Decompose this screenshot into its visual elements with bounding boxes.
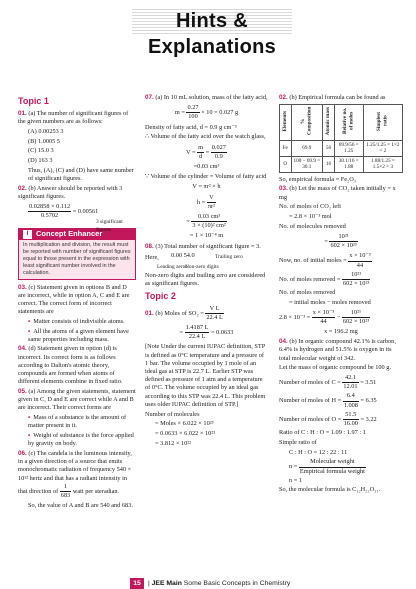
fraction bbox=[191, 213, 226, 230]
numerator: 10²¹ bbox=[342, 309, 370, 318]
calc-line: No. of moles of CO₂ left bbox=[279, 203, 342, 211]
q-text: (b) Empirical formula can be found as bbox=[289, 94, 386, 101]
q5 bbox=[18, 388, 136, 413]
bullet-item: ▪ Weight of substance is the force applied by gravity on body. bbox=[18, 432, 136, 448]
table-header bbox=[280, 105, 292, 141]
equation bbox=[279, 411, 403, 428]
eq-part: × 10 = 0.027 g bbox=[201, 109, 239, 117]
numerator: 10²¹ bbox=[342, 271, 370, 280]
bullet-item: ▪ All the atoms of a given element have same properties including mass. bbox=[18, 328, 136, 344]
table-cell: 100 − 69.9 = 30.1 bbox=[291, 156, 323, 172]
page-footer bbox=[0, 578, 416, 589]
page-title: Hints & Explanations bbox=[147, 10, 277, 58]
eq-part: Number of moles of C = bbox=[279, 379, 341, 387]
denominator: 602 × 10²³ bbox=[343, 279, 370, 287]
nonzero-label: Non-zero digits bbox=[185, 264, 219, 271]
equation bbox=[279, 374, 403, 391]
info-icon: i bbox=[23, 230, 32, 239]
denominator: 602 × 10²³ bbox=[342, 317, 370, 325]
header-text: Atomic mass bbox=[325, 107, 332, 136]
column-2 bbox=[145, 94, 268, 449]
q-number: 03. bbox=[279, 185, 288, 193]
q-number: 01. bbox=[145, 309, 154, 317]
q1-conclusion: Thus, (A), (C) and (D) have same number of significant figures. bbox=[28, 166, 134, 182]
fraction bbox=[329, 233, 357, 250]
fraction bbox=[197, 144, 204, 161]
numerator: x × 10⁻³ bbox=[312, 309, 335, 318]
empirical-table bbox=[279, 104, 403, 173]
denominator: 12.01 bbox=[343, 383, 358, 391]
q6 bbox=[18, 450, 136, 500]
eq-part: = 0.0633 bbox=[211, 329, 234, 337]
eq-part: Now, no. of initial moles = bbox=[279, 257, 347, 265]
numerator: x × 10⁻³ bbox=[348, 252, 371, 261]
ratio-line: C : H : O = 12 : 22 : 11 bbox=[289, 448, 348, 456]
eq-part: h = bbox=[196, 198, 206, 206]
q8 bbox=[145, 243, 268, 251]
numerator: 0.027 bbox=[211, 144, 227, 153]
density-line: Density of fatty acid, d = 0.9 g cm⁻³ bbox=[145, 123, 237, 131]
eq-part: m = bbox=[174, 109, 185, 117]
calc-line: = 0.0633 × 6.022 × 10²³ bbox=[155, 430, 216, 437]
result: = 0.00561 bbox=[72, 207, 99, 215]
q-number: 07. bbox=[145, 94, 154, 101]
fraction bbox=[299, 458, 366, 475]
numerator: V bbox=[207, 194, 216, 203]
trailing-label: Trailing zero bbox=[215, 254, 243, 261]
equation-result: x = 196.2 mg bbox=[324, 327, 358, 335]
topic-heading: Topic 1 bbox=[18, 96, 49, 106]
q-number: 08. bbox=[145, 242, 154, 250]
fraction bbox=[343, 392, 359, 409]
denominator: 683 bbox=[60, 491, 71, 499]
fraction bbox=[343, 411, 359, 428]
denominator: 602 × 10²³ bbox=[330, 242, 357, 250]
equation-result: = 1 × 10⁻⁴ m bbox=[189, 232, 224, 240]
calc-line: No. of molecules removed bbox=[279, 222, 346, 230]
q1-row: (A) 0.00253 3 bbox=[28, 127, 64, 135]
equation: V = πr² × h bbox=[192, 183, 221, 191]
table-header bbox=[334, 105, 363, 141]
cylinder-text: ∵ Volume of the cylinder = Volume of fatty acid bbox=[145, 173, 267, 181]
q7 bbox=[145, 94, 268, 102]
empirical-result: So, empirical formula = Fe₂O₃ bbox=[279, 175, 357, 183]
denominator: 1.008 bbox=[343, 401, 358, 409]
q2 bbox=[18, 185, 136, 201]
eq-part: V = bbox=[186, 148, 196, 156]
fraction bbox=[185, 324, 210, 341]
calc-line: = 2.8 × 10⁻³ mol bbox=[289, 213, 332, 221]
eq-part: = bbox=[186, 218, 190, 226]
table-header bbox=[291, 105, 323, 141]
equation: V = $\frac{m}{d}$ = $\frac{0.027}{0.9}$ bbox=[186, 143, 226, 160]
eq-part: n = bbox=[289, 463, 298, 471]
equation bbox=[289, 458, 403, 475]
q-text: (c) The candela is the luminous intensity, in a given direction of a source that emits monochromatic radiation of frequency 540 × 10¹² hertz and that has a radiant intensity in that direction of bbox=[18, 449, 132, 495]
table-row bbox=[280, 156, 403, 172]
ratio-line: Ratio of C : H : O = 1.09 : 1.97 : 1 bbox=[279, 429, 366, 437]
equation: 2.8 × 10⁻³ = $\frac{\text{x × 10⁻³}}{44}$ − $\frac{\text{10²¹}}{\text{602 × 10²³}}$ bbox=[279, 308, 370, 325]
denominator: 16.00 bbox=[343, 419, 358, 427]
q-text: (b) Answer should be reported with 3 significant figures. bbox=[18, 184, 123, 200]
table-cell: 30.1/16 = 1.88 bbox=[334, 156, 363, 172]
q-number: 04. bbox=[279, 338, 288, 346]
denominator: 44 bbox=[320, 317, 327, 325]
topic-heading: Topic 2 bbox=[145, 290, 176, 301]
box-body: In multiplication and division, the result must be reported with number of significant figures equal to those present in the expression with least significant number involved in the calculation. bbox=[19, 240, 135, 279]
eq-part: Number of moles of H = bbox=[279, 397, 342, 405]
molecules-label: Number of molecules bbox=[145, 410, 200, 418]
q-text: (d) Statement given in option (d) is incorrect. Its correct form is as follows according to Dalton's atomic theory, compounds are formed when atoms of different elements combine in fixed ratio. bbox=[18, 345, 123, 386]
q1 bbox=[18, 110, 136, 126]
here-label: Here, bbox=[145, 254, 159, 262]
column-3 bbox=[279, 94, 403, 496]
eq-part: 2.8 × 10⁻³ = bbox=[279, 313, 311, 321]
equation: = $\frac{1.4187 L}{22.4 L}$ = 0.0633 bbox=[179, 324, 234, 341]
numerator: 1 bbox=[60, 483, 71, 492]
q-text: (b) Moles of SO₂ = bbox=[155, 309, 204, 317]
q-number: 01. bbox=[18, 110, 27, 117]
q-text: (b) In organic compound 42.1% is carbon, 6.4% is hydrogen and 51.5% is oxygen in its total molecular weight of 342. bbox=[279, 338, 396, 362]
denominator: 0.5702 bbox=[40, 211, 59, 219]
q3-topic2 bbox=[279, 185, 403, 201]
q-number: 03. bbox=[18, 283, 27, 291]
bullet-item: ▪ Mass of a substance is the amount of matter present in it. bbox=[18, 414, 136, 430]
bullet-item: ▪ Matter consists of indivisible atoms. bbox=[18, 318, 136, 326]
fraction bbox=[342, 271, 370, 288]
denominator: 44 bbox=[356, 261, 364, 269]
q-text-tail: watt per steradian. bbox=[72, 487, 120, 495]
calc-line: = Moles × 6.022 × 10²³ bbox=[155, 420, 214, 428]
numerator: m bbox=[197, 144, 204, 153]
table-header bbox=[363, 105, 402, 141]
q-text: (b) Let the mass of CO₂ taken initially = x mg bbox=[279, 185, 396, 201]
q4 bbox=[18, 345, 136, 386]
denominator: Empirical formula weight bbox=[299, 467, 365, 475]
numerator: 0.03 cm³ bbox=[191, 213, 226, 222]
digit-value: 0.00 54.0 bbox=[171, 252, 195, 260]
numerator: 1.4187 L bbox=[185, 324, 210, 333]
footer-book: JEE Main bbox=[151, 580, 182, 587]
q-text: (c) Statement given in options B and D are incorrect, while in option A, C and E are correct. The correct form of incorrect statements are bbox=[18, 283, 130, 316]
q1-row: (C) 15.0 3 bbox=[28, 147, 54, 155]
fraction bbox=[205, 305, 223, 322]
fraction bbox=[342, 309, 370, 326]
volume-text: ∴ Volume of the fatty acid over the watch glass, bbox=[145, 133, 266, 141]
q-text: (a) Among the given statements, statement given in C, D and E are correct while A and B are incorrect. Their correct forms are bbox=[18, 387, 136, 412]
numerator: 0.27 bbox=[186, 104, 199, 113]
denominator: 100 bbox=[188, 113, 198, 121]
leading-label: Leading zeros bbox=[157, 264, 188, 271]
table-row bbox=[280, 140, 403, 156]
stp-note: [Note Under the current IUPAC definition, STP is defined as 0°C temperature and a pressure of 1 bar. The volume occupied by 1 mole of an ideal gas at STP is 22.7 L. Earlier STP was defined as pressure of 1 atm and a temperature of 0°C. The volume occupied by an ideal gas according to this STP was 22.4 L. This problem uses older IUPAC definition of STP.] bbox=[145, 343, 266, 408]
table-cell: 69.9 bbox=[291, 140, 323, 156]
q2-topic2 bbox=[279, 94, 403, 102]
q1-topic2 bbox=[145, 305, 268, 322]
numerator: Molecular weight bbox=[299, 458, 366, 467]
equation bbox=[279, 252, 403, 269]
calc-line: No. of moles removed bbox=[279, 289, 336, 297]
eq-part: No. of moles removed = bbox=[279, 275, 341, 283]
numerator: 42.1 bbox=[342, 374, 358, 383]
numerator: 51.5 bbox=[343, 411, 359, 420]
box-title: Concept Enhancer bbox=[36, 228, 103, 238]
q-text: (3) Total number of significant figure = 3. bbox=[155, 242, 261, 250]
table-cell: Fe bbox=[280, 140, 292, 156]
calc-line: = 3.812 × 10²² bbox=[155, 439, 192, 447]
header-text: Simplest ratio bbox=[376, 111, 389, 131]
sigfig-note: 3 significant figures bbox=[96, 218, 123, 233]
q8-conclusion: Non-zero digits and trailing zero are considered as significant figures. bbox=[145, 272, 266, 288]
table-cell: 56 bbox=[323, 140, 335, 156]
q1-row: (D) 163 3 bbox=[28, 157, 53, 165]
table-cell: 16 bbox=[323, 156, 335, 172]
numerator: 10²¹ bbox=[329, 233, 357, 242]
table-cell: 1.88/1.25 = 1.5×2 = 3 bbox=[363, 156, 402, 172]
q-number: 06. bbox=[18, 449, 27, 457]
denominator: πr² bbox=[207, 202, 216, 210]
denominator: 22.4 L bbox=[188, 333, 206, 341]
q-text: (a) In 10 mL solution, mass of the fatty acid, bbox=[155, 94, 268, 101]
fraction bbox=[348, 252, 371, 269]
q-number: 02. bbox=[18, 184, 27, 192]
q1-row: (B) 1.0005 5 bbox=[28, 137, 61, 145]
denominator: d bbox=[199, 152, 203, 160]
q-number: 02. bbox=[279, 94, 288, 101]
equation bbox=[145, 194, 268, 211]
table-cell: 69.9/56 = 1.25 bbox=[334, 140, 363, 156]
fraction bbox=[28, 203, 71, 220]
eq-part: Number of moles of O = bbox=[279, 415, 342, 423]
fraction bbox=[342, 374, 358, 391]
q3 bbox=[18, 284, 136, 317]
q6-conclusion: So, the value of A and B are 540 and 683. bbox=[28, 501, 133, 509]
eq-part: = 3.22 bbox=[360, 415, 377, 423]
header-text: Relative no. of moles bbox=[342, 108, 355, 135]
equation: = $\frac{\text{10²¹}}{\text{602 × 10²³}}$ bbox=[324, 232, 357, 250]
fraction bbox=[211, 144, 227, 161]
assumption: Let the mass of organic compound be 100 g. bbox=[279, 364, 391, 372]
table-header bbox=[323, 105, 335, 141]
header-text: Elements bbox=[282, 110, 288, 132]
header-band bbox=[132, 8, 292, 58]
eq-part: = 6.35 bbox=[360, 397, 377, 405]
numerator: V L bbox=[205, 305, 223, 314]
denominator: 22.4 L bbox=[206, 313, 223, 321]
equation bbox=[279, 271, 403, 288]
numerator: 6.4 bbox=[343, 392, 359, 401]
q-number: 04. bbox=[18, 345, 27, 353]
concept-enhancer-box bbox=[18, 228, 136, 280]
q-number: 05. bbox=[18, 387, 27, 395]
denominator: 3 × (10)² cm² bbox=[192, 222, 226, 230]
equation bbox=[279, 392, 403, 409]
ratio-line: Simple ratio of bbox=[279, 438, 317, 446]
calc-line: n = 1 bbox=[289, 476, 302, 484]
equation bbox=[145, 213, 268, 230]
fraction bbox=[312, 309, 335, 326]
fraction bbox=[186, 104, 199, 121]
table-cell: 1.25/1.25 = 1×2 = 2 bbox=[363, 140, 402, 156]
denominator: 0.9 bbox=[214, 152, 223, 160]
column-1 bbox=[18, 94, 136, 511]
fraction bbox=[207, 194, 216, 211]
numerator: 0.02858 × 0.112 bbox=[28, 203, 71, 212]
fraction bbox=[60, 483, 71, 500]
equation bbox=[145, 104, 268, 121]
q4-topic2 bbox=[279, 338, 403, 363]
table-cell: O bbox=[280, 156, 292, 172]
equation-result: =0.03 cm³ bbox=[193, 162, 220, 170]
header-text: % Composition bbox=[300, 107, 313, 136]
molecular-formula: So, the molecular formula is C₁₂H₂₂O₁₁. bbox=[279, 486, 381, 494]
footer-title: | JEE Main Some Basic Concepts in Chemistry bbox=[148, 580, 291, 587]
calc-line: = initial moles − moles removed bbox=[289, 298, 371, 306]
footer-chapter: Some Basic Concepts in Chemistry bbox=[183, 580, 291, 587]
table-header-row bbox=[280, 105, 403, 141]
eq-part: = 3.51 bbox=[360, 379, 377, 387]
sig-fig-diagram bbox=[145, 252, 268, 272]
page-number: 15 bbox=[130, 578, 144, 589]
q-text: (a) The number of significant figures of the given numbers are as follows: bbox=[18, 110, 129, 126]
